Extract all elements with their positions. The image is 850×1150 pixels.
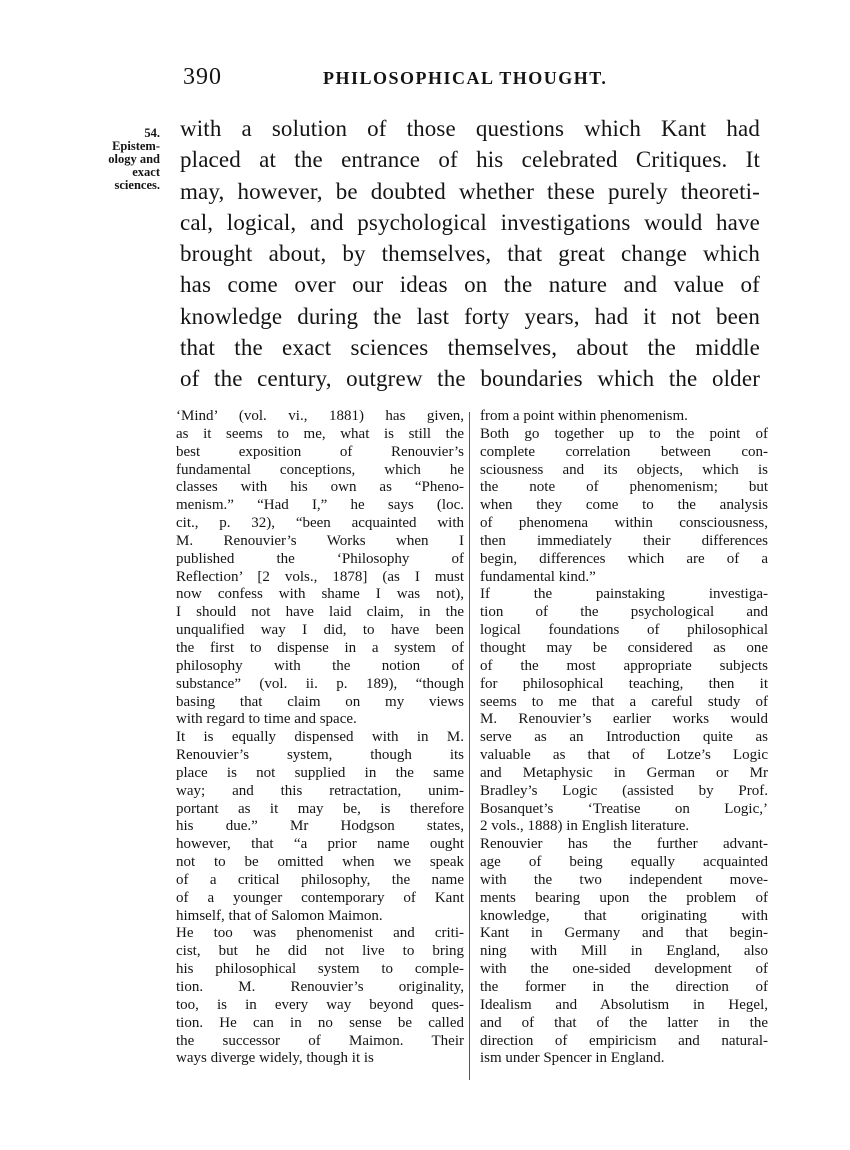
footnote-line: his philosophical system to comple- bbox=[176, 961, 464, 978]
footnote-line: too, is in every way beyond ques- bbox=[176, 996, 464, 1013]
footnote-line: unqualified way I did, to have been bbox=[176, 622, 464, 639]
main-text-line: that the exact sciences themselves, about the middle bbox=[180, 335, 760, 361]
footnote-line: of a critical philosophy, the name bbox=[176, 871, 464, 888]
footnote-line: classes with his own as “Pheno- bbox=[176, 479, 464, 496]
footnote-line: Idealism and Absolutism in Hegel, bbox=[480, 996, 768, 1013]
footnote-line: tion of the psychological and bbox=[480, 604, 768, 621]
footnote-line: ism under Spencer in England. bbox=[480, 1050, 665, 1067]
footnote-line: Renouvier has the further advant- bbox=[480, 836, 768, 853]
footnote-line: It is equally dispensed with in M. bbox=[176, 729, 464, 746]
footnote-line: and Metaphysic in German or Mr bbox=[480, 764, 768, 781]
footnote-line: best exposition of Renouvier’s bbox=[176, 443, 464, 460]
footnote-line: the first to dispense in a system of bbox=[176, 639, 464, 656]
main-text-line: has come over our ideas on the nature and value of bbox=[180, 272, 760, 298]
footnote-line: substance” (vol. ii. p. 189), “though bbox=[176, 675, 464, 692]
footnote-line: sciousness and its objects, which is bbox=[480, 461, 768, 478]
footnote-line: from a point within phenomenism. bbox=[480, 408, 688, 424]
footnote-line: basing that claim on my views bbox=[176, 693, 464, 710]
footnote-line: and of that of the latter in the bbox=[480, 1014, 768, 1031]
main-text-line: of the century, outgrew the boundaries which the older bbox=[180, 366, 760, 392]
footnote-line: M. Renouvier’s Works when I bbox=[176, 532, 464, 549]
margin-note-line: sciences. bbox=[114, 178, 160, 192]
main-text-line: placed at the entrance of his celebrated Critiques. It bbox=[180, 147, 760, 173]
footnote-line: Bosanquet’s ‘Treatise on Logic,’ bbox=[480, 800, 768, 817]
footnote-line: knowledge, that originating with bbox=[480, 907, 768, 924]
footnote-line: as it seems to me, what is still the bbox=[176, 425, 464, 442]
main-text bbox=[180, 113, 760, 395]
footnote-line: the note of phenomenism; but bbox=[480, 479, 768, 496]
footnote-left-column bbox=[176, 408, 464, 1068]
footnote-line: tion. He can in no sense be called bbox=[176, 1014, 464, 1031]
footnote-line: Bradley’s Logic (assisted by Prof. bbox=[480, 782, 768, 799]
footnote-line: of a younger contemporary of Kant bbox=[176, 889, 464, 906]
margin-note-line: Epistem- bbox=[112, 139, 160, 153]
footnote-line: He too was phenomenist and criti- bbox=[176, 925, 464, 942]
footnote-line: the successor of Maimon. Their bbox=[176, 1032, 464, 1049]
footnote-line: cist, but he did not live to bring bbox=[176, 943, 464, 960]
footnote-line: cit., p. 32), “been acquainted with bbox=[176, 515, 464, 532]
margin-note-line: exact bbox=[132, 165, 160, 179]
footnote-line: philosophy with the notion of bbox=[176, 657, 464, 674]
footnote-line: Renouvier’s system, though its bbox=[176, 747, 464, 764]
main-text-line: with a solution of those questions which Kant had bbox=[180, 116, 760, 141]
footnote-line: logical foundations of philosophical bbox=[480, 622, 768, 639]
footnote-line: now confess with shame I was not), bbox=[176, 586, 464, 603]
footnote-line: place is not supplied in the same bbox=[176, 764, 464, 781]
footnote-line: of the most appropriate subjects bbox=[480, 657, 768, 674]
page-number: 390 bbox=[183, 64, 222, 90]
running-title: PHILOSOPHICAL THOUGHT. bbox=[323, 68, 608, 88]
footnote-line: his due.” Mr Hodgson states, bbox=[176, 818, 464, 835]
footnote-right-column bbox=[480, 408, 768, 1068]
footnote-line: with the one-sided development of bbox=[480, 961, 768, 978]
footnote-line: for philosophical teaching, then it bbox=[480, 675, 768, 692]
footnote-line: when they come to the analysis bbox=[480, 497, 768, 514]
footnote-line: ning with Mill in England, also bbox=[480, 943, 768, 960]
margin-note-line: ology and bbox=[108, 152, 160, 166]
footnote-line: complete correlation between con- bbox=[480, 443, 768, 460]
footnote-line: the former in the direction of bbox=[480, 979, 768, 995]
footnote-line: published the ‘Philosophy of bbox=[176, 550, 464, 567]
margin-note-line: 54. bbox=[144, 126, 160, 140]
footnote-line: not to be omitted when we speak bbox=[176, 854, 464, 871]
footnote-line: way; and this retractation, unim- bbox=[176, 782, 464, 799]
footnote-line: then immediately their differences bbox=[480, 532, 768, 549]
footnote-line: ments bearing upon the problem of bbox=[480, 889, 768, 906]
footnote-line: begin, differences which are of a bbox=[480, 550, 768, 567]
margin-note bbox=[72, 127, 160, 192]
main-text-line: may, however, be doubted whether these purely theoreti- bbox=[180, 178, 760, 204]
footnote-line: ways diverge widely, though it is bbox=[176, 1050, 374, 1067]
footnote-line: tion. M. Renouvier’s originality, bbox=[176, 979, 464, 995]
footnote-line: fundamental kind.” bbox=[480, 568, 596, 585]
footnote-line: direction of empiricism and natural- bbox=[480, 1032, 768, 1049]
footnote-line: M. Renouvier’s earlier works would bbox=[480, 711, 768, 728]
footnote-line: valuable as that of Lotze’s Logic bbox=[480, 747, 768, 764]
footnote-line: however, that “a prior name ought bbox=[176, 836, 464, 853]
column-divider bbox=[469, 412, 470, 1080]
footnote-line: I should not have laid claim, in the bbox=[176, 604, 464, 621]
footnote-line: of phenomena within consciousness, bbox=[480, 515, 768, 532]
footnote-line: with the two independent move- bbox=[480, 871, 768, 888]
footnote-line: with regard to time and space. bbox=[176, 711, 357, 728]
footnote-line: thought may be considered as one bbox=[480, 639, 768, 656]
main-text-line: knowledge during the last forty years, had it not been bbox=[180, 303, 760, 329]
footnote-line: serve as an Introduction quite as bbox=[480, 729, 768, 746]
footnote-line: Kant in Germany and that begin- bbox=[480, 925, 768, 942]
footnote-line: If the painstaking investiga- bbox=[480, 586, 768, 603]
footnote-line: ‘Mind’ (vol. vi., 1881) has given, bbox=[176, 408, 464, 424]
footnote-line: portant as it may be, is therefore bbox=[176, 800, 464, 817]
footnote-line: age of being equally acquainted bbox=[480, 854, 768, 871]
footnote-line: seems to me that a careful study of bbox=[480, 693, 768, 710]
footnote-line: Both go together up to the point of bbox=[480, 425, 768, 442]
running-head bbox=[183, 64, 763, 94]
footnote-line: menism.” “Had I,” he says (loc. bbox=[176, 497, 464, 514]
footnote-line: himself, that of Salomon Maimon. bbox=[176, 907, 383, 924]
footnote-line: Reflection’ [2 vols., 1878] (as I must bbox=[176, 568, 464, 585]
footnote-line: 2 vols., 1888) in English literature. bbox=[480, 818, 690, 835]
main-text-line: brought about, by themselves, that great change which bbox=[180, 241, 760, 267]
main-text-line: cal, logical, and psychological investigations would have bbox=[180, 209, 760, 235]
footnote-line: fundamental conceptions, which he bbox=[176, 461, 464, 478]
